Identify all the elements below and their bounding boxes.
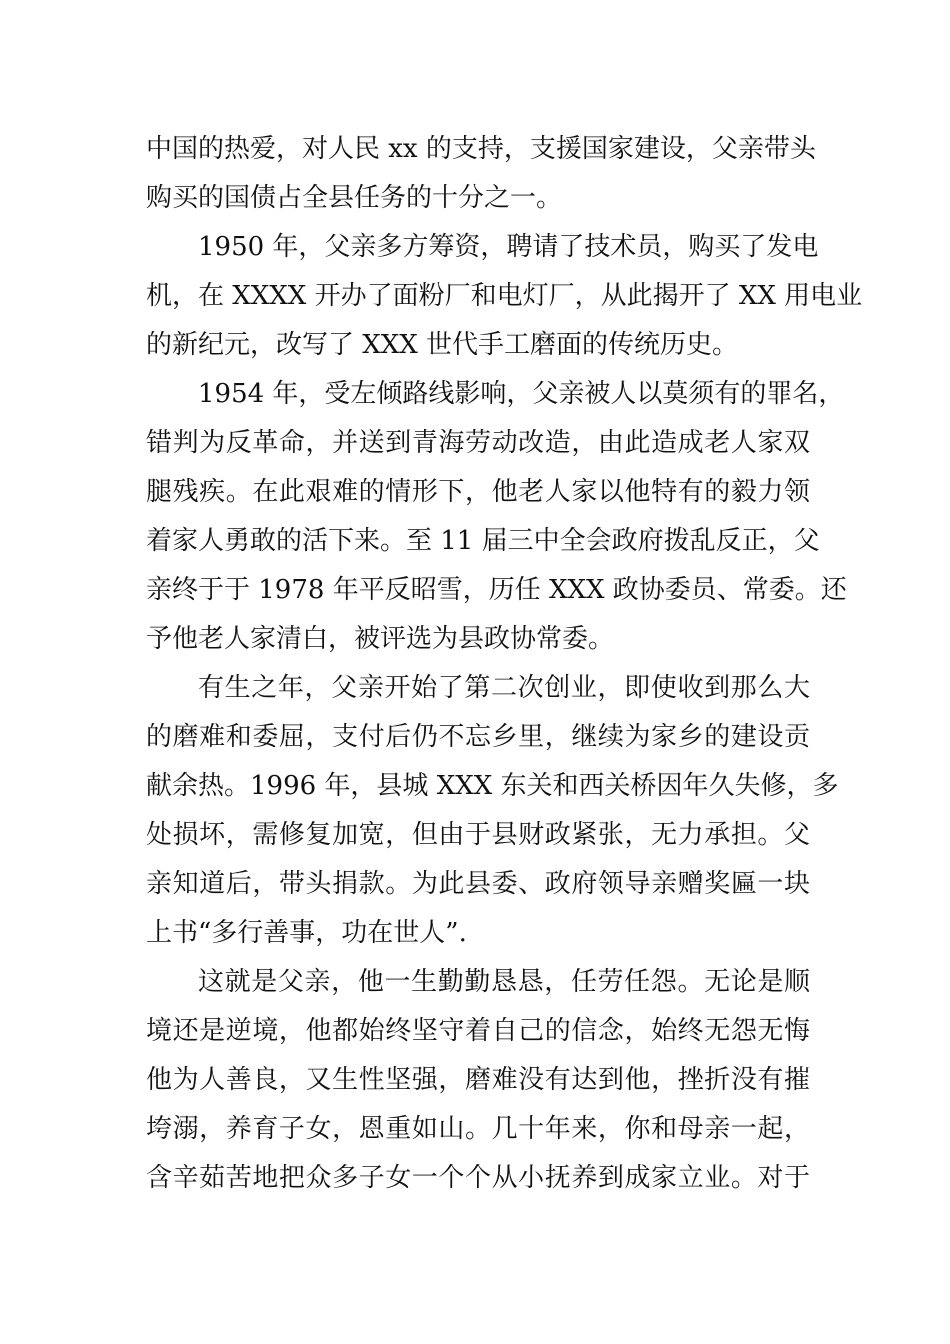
text-line: 垮溺，养育子女，恩重如山。几十年来，你和母亲一起， [146,1114,810,1144]
text-line: 的新纪元，改写了 XXX 世代手工磨面的传统历史。 [146,330,739,360]
text-line: 错判为反革命，并送到青海劳动改造，由此造成老人家双 [146,428,810,458]
text-line: 1950 年，父亲多方筹资，聘请了技术员，购买了发电 [198,232,819,262]
paragraph-4 [146,664,839,958]
text-line: 有生之年，父亲开始了第二次创业，即使收到那么大 [198,673,810,703]
text-line: 他为人善良，又生性坚强，磨难没有达到他，挫折没有摧 [146,1065,810,1095]
text-line: 境还是逆境，他都始终坚守着自己的信念，始终无怨无悔 [146,1016,810,1046]
text-line: 1954 年，受左倾路线影响，父亲被人以莫须有的罪名， [198,379,845,409]
text-line: 予他老人家清白，被评选为县政协常委。 [146,624,615,654]
paragraph-2 [146,223,863,370]
text-line: 献余热。1996 年，县城 XXX 东关和西关桥因年久失修，多 [146,771,839,801]
text-line: 亲终于于 1978 年平反昭雪，历任 XXX 政协委员、常委。还 [146,575,847,605]
paragraph-3 [146,370,847,664]
text-line: 腿残疾。在此艰难的情形下，他老人家以他特有的毅力领 [146,477,810,507]
text-line: 的磨难和委屈，支付后仍不忘乡里，继续为家乡的建设贡 [146,722,810,752]
text-line: 亲知道后，带头捐款。为此县委、政府领导亲赠奖匾一块 [146,869,810,899]
text-line: 含辛茹苦地把众多子女一个个从小抚养到成家立业。对于 [146,1163,810,1193]
text-line: 中国的热爱，对人民 xx 的支持，支援国家建设，父亲带头 [146,134,816,164]
text-line: 机，在 XXXX 开办了面粉厂和电灯厂，从此揭开了 XX 用电业 [146,281,863,311]
paragraph-1 [146,125,816,223]
document-body [146,125,863,1203]
text-line: 这就是父亲，他一生勤勤恳恳，任劳任怨。无论是顺 [198,967,810,997]
text-line: 处损坏，需修复加宽，但由于县财政紧张，无力承担。父 [146,820,810,850]
text-line: 上书“多行善事，功在世人”. [146,918,467,948]
text-line: 购买的国债占全县任务的十分之一。 [146,183,563,213]
text-line: 着家人勇敢的活下来。至 11 届三中全会政府拨乱反正，父 [146,526,820,556]
paragraph-5 [146,958,810,1203]
